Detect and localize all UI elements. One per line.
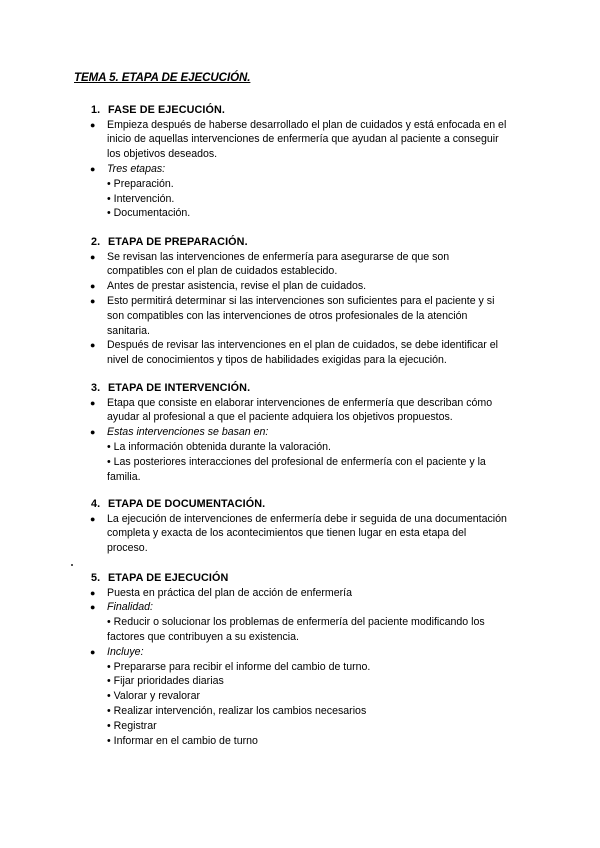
sub-item: • Intervención.: [107, 192, 175, 205]
bullet-item: [0, 512, 527, 556]
bullet-text-line: nivel de conocimientos y tipos de habilidades exigidas para la ejecución.: [107, 354, 447, 367]
sub-item: • La información obtenida durante la valoración.: [107, 440, 331, 453]
sub-item: • Documentación.: [107, 207, 191, 220]
bullet-list: [0, 396, 600, 485]
bullet-dot-icon: ●: [90, 295, 96, 306]
section-heading: [91, 235, 248, 250]
bullet-list: [0, 118, 600, 222]
bullet-item: [0, 250, 527, 280]
bullet-text-line: son compatibles con las intervenciones de otros profesionales de la atención: [107, 309, 468, 322]
section-heading-text: ETAPA DE DOCUMENTACIÓN.: [108, 498, 266, 510]
section-number: 3.: [91, 382, 101, 394]
bullet-text-line: sanitaria.: [107, 324, 150, 337]
section-heading-text: ETAPA DE INTERVENCIÓN.: [108, 382, 251, 394]
bullet-text-line: Incluye:: [107, 645, 144, 658]
sub-item: • Preparación.: [107, 177, 174, 190]
bullet-text-line: Después de revisar las intervenciones en el plan de cuidados, se debe identificar el: [107, 339, 499, 352]
stray-mark: [71, 564, 73, 566]
sub-item: • Las posteriores interacciones del profesional de enfermería con el paciente y la: [107, 455, 486, 468]
sub-item: factores que contribuyen a su existencia.: [107, 630, 299, 643]
bullet-item: [0, 600, 527, 615]
bullet-text-line: los objetivos deseados.: [107, 148, 218, 161]
bullet-text-line: La ejecución de intervenciones de enfermería debe ir seguida de una documentación: [107, 512, 507, 525]
sub-item: • Registrar: [107, 719, 157, 732]
bullet-item: [0, 645, 527, 660]
bullet-dot-icon: ●: [90, 397, 96, 408]
bullet-item: [0, 586, 527, 601]
bullet-text-line: Se revisan las intervenciones de enfermería para asegurarse de que son: [107, 250, 450, 263]
sub-item: • Fijar prioridades diarias: [107, 675, 224, 688]
bullet-list: [0, 512, 600, 556]
section-number: 5.: [91, 572, 101, 584]
section-heading-text: ETAPA DE EJECUCIÓN: [108, 572, 229, 584]
bullet-item: [0, 425, 527, 440]
bullet-text-line: ayudar al profesional a que el paciente adquiera los objetivos propuestos.: [107, 411, 453, 424]
bullet-text-line: Puesta en práctica del plan de acción de enfermería: [107, 586, 352, 599]
bullet-item: [0, 396, 527, 426]
section-number: 4.: [91, 498, 101, 510]
sub-item: • Prepararse para recibir el informe del cambio de turno.: [107, 660, 371, 673]
bullet-text-line: Estas intervenciones se basan en:: [107, 426, 269, 439]
section-number: 2.: [91, 236, 101, 248]
section-number: 1.: [91, 104, 101, 116]
sub-item: familia.: [107, 470, 141, 483]
bullet-dot-icon: ●: [90, 427, 96, 438]
bullet-text-line: Finalidad:: [107, 601, 153, 614]
bullet-item: [0, 338, 527, 368]
bullet-dot-icon: ●: [90, 281, 96, 292]
bullet-item: [0, 294, 527, 338]
section-heading: [91, 571, 228, 586]
bullet-item: [0, 279, 527, 294]
section-heading: [91, 103, 225, 118]
section-heading-text: ETAPA DE PREPARACIÓN.: [108, 236, 248, 248]
bullet-dot-icon: ●: [90, 340, 96, 351]
sub-item: • Reducir o solucionar los problemas de enfermería del paciente modificando los: [107, 616, 485, 629]
bullet-text-line: Tres etapas:: [107, 162, 166, 175]
bullet-item: [0, 118, 527, 162]
bullet-dot-icon: ●: [90, 646, 96, 657]
page-title: TEMA 5. ETAPA DE EJECUCIÓN.: [74, 71, 251, 84]
bullet-text-line: proceso.: [107, 542, 148, 555]
sub-item: • Realizar intervención, realizar los cambios necesarios: [107, 704, 367, 717]
section-heading-text: FASE DE EJECUCIÓN.: [108, 104, 225, 116]
bullet-text-line: compatibles con el plan de cuidados establecido.: [107, 265, 338, 278]
bullet-list: [0, 586, 600, 749]
section-heading: [91, 497, 265, 512]
bullet-text-line: Antes de prestar asistencia, revise el plan de cuidados.: [107, 280, 367, 293]
bullet-dot-icon: ●: [90, 119, 96, 130]
bullet-dot-icon: ●: [90, 587, 96, 598]
bullet-text-line: Esto permitirá determinar si las intervenciones son suficientes para el paciente y si: [107, 294, 495, 307]
bullet-dot-icon: ●: [90, 251, 96, 262]
bullet-item: [0, 162, 527, 177]
bullet-text-line: Etapa que consiste en elaborar intervenciones de enfermería que describan cómo: [107, 396, 493, 409]
bullet-text-line: inicio de aquellas intervenciones de enfermería que ayudan al paciente a conseguir: [107, 133, 499, 146]
sub-item: • Informar en el cambio de turno: [107, 734, 258, 747]
bullet-dot-icon: ●: [90, 602, 96, 613]
bullet-list: [0, 250, 600, 368]
bullet-dot-icon: ●: [90, 163, 96, 174]
bullet-text-line: completa y exacta de los acontecimientos que tienen lugar en esta etapa del: [107, 527, 467, 540]
section-heading: [91, 381, 250, 396]
bullet-text-line: Empieza después de haberse desarrollado el plan de cuidados y está enfocada en el: [107, 118, 507, 131]
sub-item: • Valorar y revalorar: [107, 690, 201, 703]
bullet-dot-icon: ●: [90, 513, 96, 524]
